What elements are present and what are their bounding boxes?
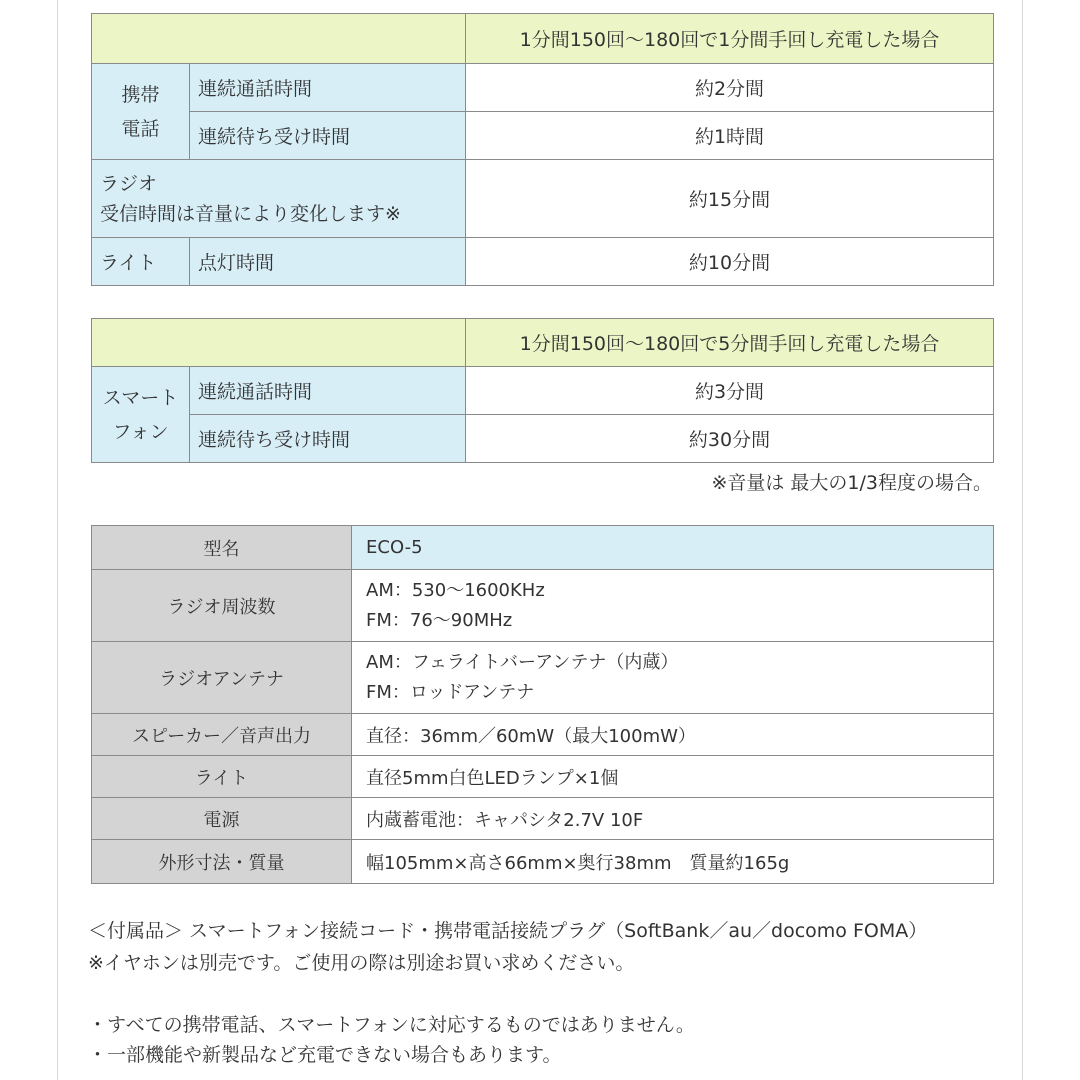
light-group-label: ライト (92, 238, 190, 286)
charge-table-1 (91, 13, 994, 286)
compatibility-note: ・すべての携帯電話、スマートフォンに対応するものではありません。 (88, 1014, 695, 1036)
accessories-note: ＜付属品＞ スマートフォン接続コード・携帯電話接続プラグ（SoftBank／au／docomo FOMA） (88, 920, 928, 942)
spec-label: 電源 (92, 798, 352, 840)
spec-value: AM：フェライトバーアンテナ（内蔵） FM：ロッドアンテナ (352, 642, 994, 714)
light-label: 点灯時間 (190, 238, 466, 286)
row-value: 約2分間 (466, 64, 994, 112)
charge-condition-header: 1分間150回〜180回で5分間手回し充電した場合 (466, 319, 994, 367)
header-empty (92, 14, 466, 64)
row-label: 連続待ち受け時間 (190, 415, 466, 463)
volume-footnote: ※音量は 最大の1/3程度の場合。 (711, 472, 992, 494)
spec-table (91, 525, 994, 884)
spec-value: 内蔵蓄電池：キャパシタ2.7V 10F (352, 798, 994, 840)
spec-value: 直径：36mm／60mW（最大100mW） (352, 714, 994, 756)
spec-label: 型名 (92, 526, 352, 570)
row-value: 約3分間 (466, 367, 994, 415)
row-label: 連続通話時間 (190, 367, 466, 415)
spec-label: ラジオ周波数 (92, 570, 352, 642)
radio-label: ラジオ 受信時間は音量により変化します※ (92, 160, 466, 238)
spec-label: ラジオアンテナ (92, 642, 352, 714)
radio-value: 約15分間 (466, 160, 994, 238)
spec-value: ECO-5 (352, 526, 994, 570)
spec-value: AM：530〜1600KHz FM：76〜90MHz (352, 570, 994, 642)
row-value: 約30分間 (466, 415, 994, 463)
spec-label: 外形寸法・質量 (92, 840, 352, 884)
smartphone-group-label: スマート フォン (92, 367, 190, 463)
spec-value: 直径5mm白色LEDランプ×1個 (352, 756, 994, 798)
spec-value: 幅105mm×高さ66mm×奥行38mm 質量約165g (352, 840, 994, 884)
light-value: 約10分間 (466, 238, 994, 286)
row-label: 連続待ち受け時間 (190, 112, 466, 160)
header-empty (92, 319, 466, 367)
phone-group-label: 携帯 電話 (92, 64, 190, 160)
row-value: 約1時間 (466, 112, 994, 160)
spec-label: ライト (92, 756, 352, 798)
charging-note: ・一部機能や新製品など充電できない場合もあります。 (88, 1044, 562, 1066)
charge-condition-header: 1分間150回〜180回で1分間手回し充電した場合 (466, 14, 994, 64)
row-label: 連続通話時間 (190, 64, 466, 112)
earphone-note: ※イヤホンは別売です。ご使用の際は別途お買い求めください。 (88, 952, 635, 974)
charge-table-2 (91, 318, 994, 463)
spec-label: スピーカー／音声出力 (92, 714, 352, 756)
